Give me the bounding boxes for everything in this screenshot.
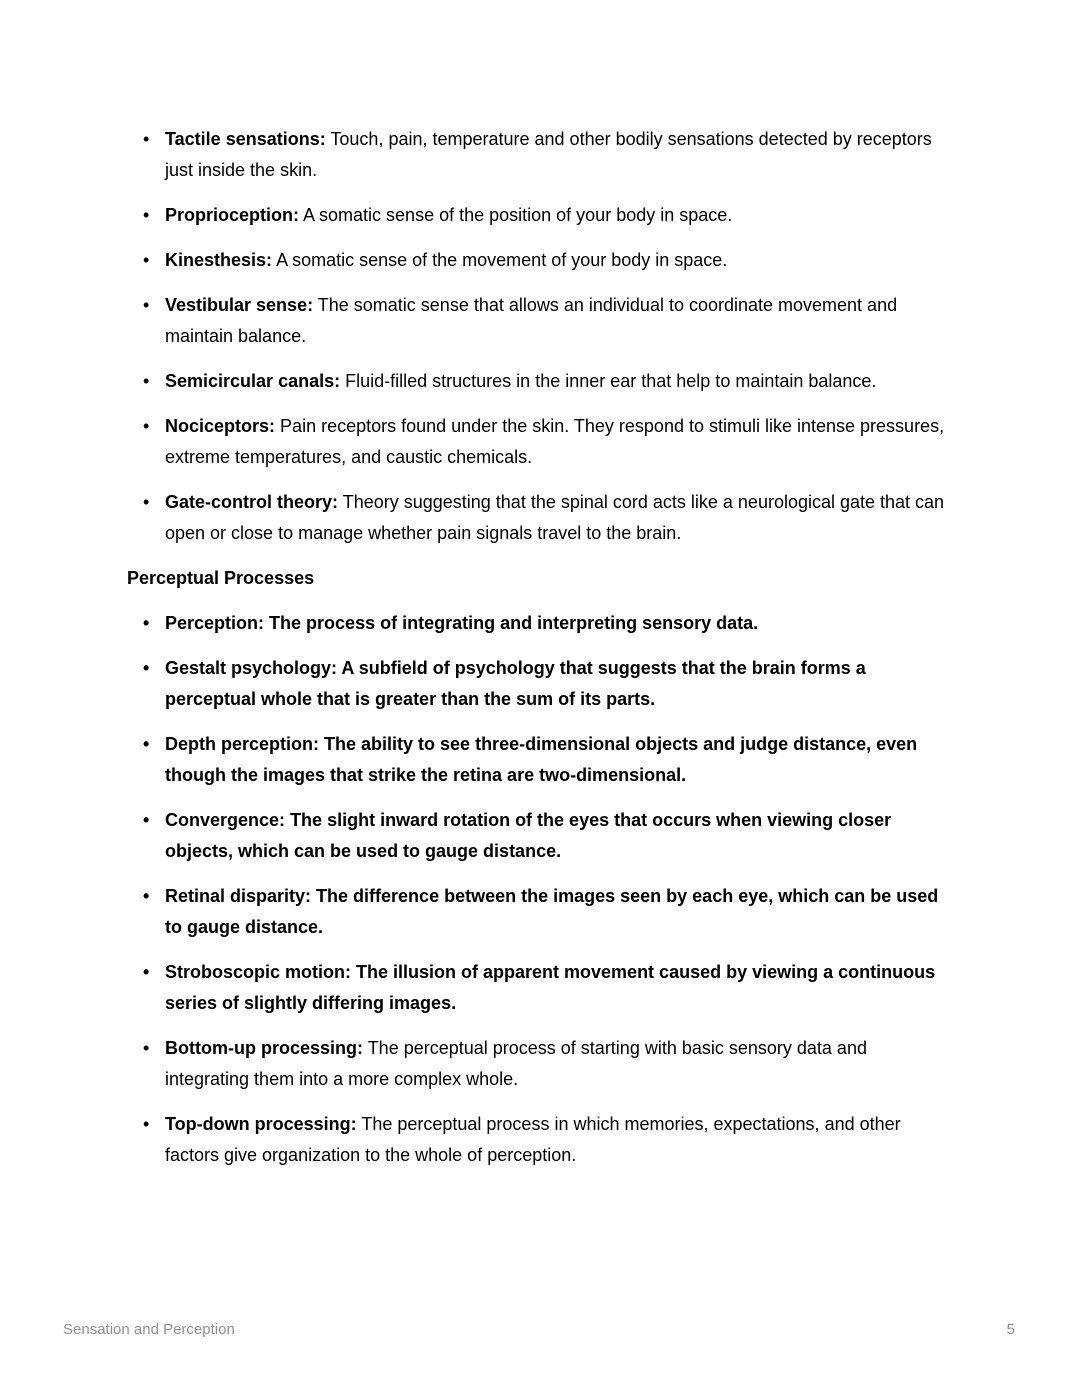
term: Gate-control theory: bbox=[165, 492, 339, 512]
definition-item bbox=[127, 245, 953, 276]
definition-text: The somatic sense that allows an individual to coordinate movement and maintain balance. bbox=[165, 295, 898, 346]
definition-text: The ability to see three-dimensional objects and judge distance, even though the images that strike the retina are two-dimensional. bbox=[165, 734, 918, 785]
term: Nociceptors: bbox=[165, 416, 276, 436]
bullet-icon: • bbox=[143, 295, 150, 315]
term: Gestalt psychology: bbox=[165, 658, 338, 678]
term: Retinal disparity: bbox=[165, 886, 312, 906]
term: Proprioception: bbox=[165, 205, 299, 225]
definition-item bbox=[127, 411, 953, 473]
definition-item bbox=[127, 1033, 953, 1095]
section-heading: Perceptual Processes bbox=[127, 568, 315, 588]
term: Kinesthesis: bbox=[165, 250, 273, 270]
bullet-icon: • bbox=[143, 613, 150, 633]
bullet-icon: • bbox=[143, 810, 150, 830]
definition-item bbox=[127, 124, 953, 186]
definition-item bbox=[127, 957, 953, 1019]
definition-item bbox=[127, 881, 953, 943]
definition-item bbox=[127, 200, 953, 231]
footer bbox=[63, 1319, 1015, 1340]
definition-item bbox=[127, 487, 953, 549]
term: Tactile sensations: bbox=[165, 129, 326, 149]
bullet-icon: • bbox=[143, 416, 150, 436]
definition-item bbox=[127, 608, 953, 639]
definition-item bbox=[127, 366, 953, 397]
bullet-icon: • bbox=[143, 371, 150, 391]
term: Stroboscopic motion: bbox=[165, 962, 351, 982]
definitions-list-top bbox=[127, 124, 953, 549]
term: Top-down processing: bbox=[165, 1114, 357, 1134]
bullet-icon: • bbox=[143, 129, 150, 149]
definition-text: The perceptual process of starting with basic sensory data and integrating them into a more complex whole. bbox=[165, 1038, 867, 1089]
bullet-icon: • bbox=[143, 962, 150, 982]
definition-text: Theory suggesting that the spinal cord acts like a neurological gate that can open or close to manage whether pain signals travel to the brain. bbox=[165, 492, 945, 543]
definition-text: Pain receptors found under the skin. They respond to stimuli like intense pressures, extreme temperatures, and caustic chemicals. bbox=[165, 416, 945, 467]
definition-text: The process of integrating and interpreting sensory data. bbox=[269, 613, 759, 633]
bullet-icon: • bbox=[143, 658, 150, 678]
bullet-icon: • bbox=[143, 1038, 150, 1058]
definition-item bbox=[127, 653, 953, 715]
page-number: 5 bbox=[1006, 1321, 1015, 1338]
term: Vestibular sense: bbox=[165, 295, 314, 315]
definition-text: Touch, pain, temperature and other bodily sensations detected by receptors just inside the skin. bbox=[165, 129, 932, 180]
definition-text: The illusion of apparent movement caused by viewing a continuous series of slightly differing images. bbox=[165, 962, 936, 1013]
term: Convergence: bbox=[165, 810, 286, 830]
term: Perception: bbox=[165, 613, 265, 633]
definition-item bbox=[127, 1109, 953, 1171]
term: Bottom-up processing: bbox=[165, 1038, 363, 1058]
page-content bbox=[127, 124, 953, 1185]
definition-text: A subfield of psychology that suggests that the brain forms a perceptual whole that is greater than the sum of its parts. bbox=[165, 658, 866, 709]
definitions-list-bottom bbox=[127, 608, 953, 1171]
bullet-icon: • bbox=[143, 250, 150, 270]
bullet-icon: • bbox=[143, 205, 150, 225]
definition-text: Fluid-filled structures in the inner ear that help to maintain balance. bbox=[345, 371, 877, 391]
term: Semicircular canals: bbox=[165, 371, 341, 391]
bullet-icon: • bbox=[143, 886, 150, 906]
bullet-icon: • bbox=[143, 734, 150, 754]
definition-text: The slight inward rotation of the eyes that occurs when viewing closer objects, which can be used to gauge distance. bbox=[165, 810, 892, 861]
definition-text: The perceptual process in which memories, expectations, and other factors give organization to the whole of perception. bbox=[165, 1114, 901, 1165]
definition-text: The difference between the images seen by each eye, which can be used to gauge distance. bbox=[165, 886, 939, 937]
definition-item bbox=[127, 729, 953, 791]
definition-text: A somatic sense of the position of your body in space. bbox=[303, 205, 733, 225]
bullet-icon: • bbox=[143, 1114, 150, 1134]
definition-item bbox=[127, 805, 953, 867]
definition-item bbox=[127, 290, 953, 352]
bullet-icon: • bbox=[143, 492, 150, 512]
definition-text: A somatic sense of the movement of your body in space. bbox=[276, 250, 728, 270]
footer-document-title: Sensation and Perception bbox=[63, 1321, 235, 1338]
term: Depth perception: bbox=[165, 734, 320, 754]
